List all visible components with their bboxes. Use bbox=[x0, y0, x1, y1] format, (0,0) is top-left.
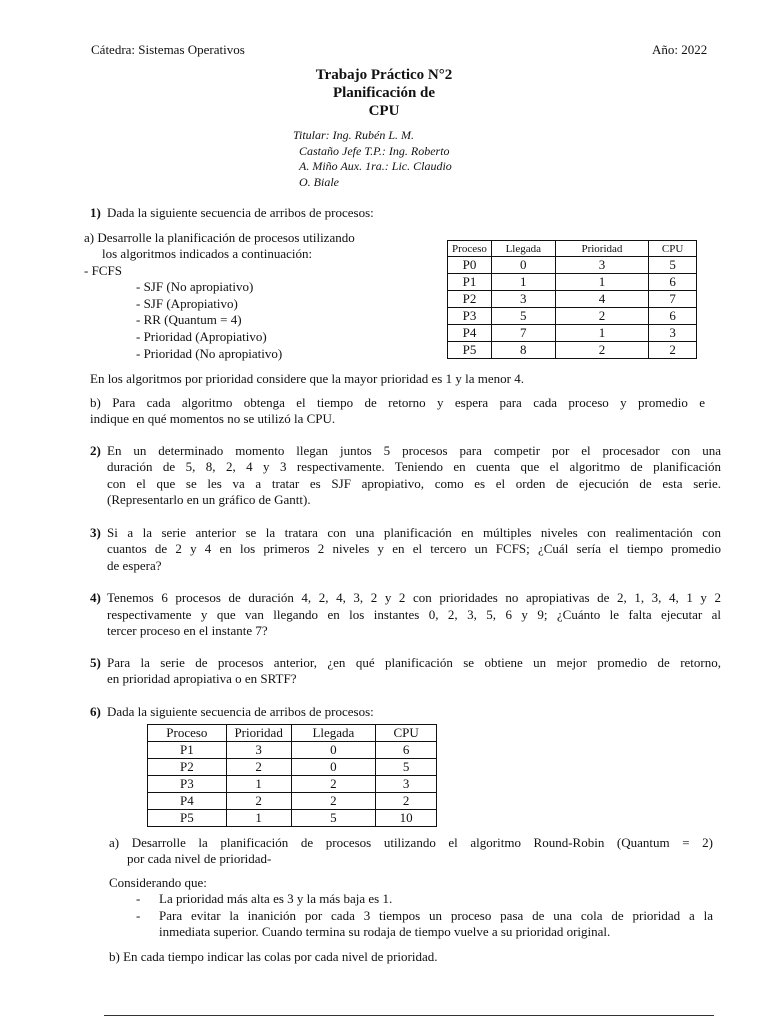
table-cell: 3 bbox=[491, 291, 555, 308]
q2-line: (Representarlo en un gráfico de Gantt). bbox=[107, 492, 311, 507]
q3-line: cuantos de 2 y 4 en los primeros 2 niveles y en el tercero un FCFS; ¿Cuál sería el tiempo promedio bbox=[107, 541, 721, 556]
q2-line: duración de 5, 8, 2, 4 y 3 respectivamente. Teniendo en cuenta que el algoritmo de planificación bbox=[107, 459, 721, 474]
column-header: Prioridad bbox=[555, 241, 649, 257]
column-header: CPU bbox=[649, 241, 697, 257]
q5-number: 5) bbox=[90, 655, 101, 670]
footer-divider bbox=[104, 1015, 714, 1016]
table-cell: 2 bbox=[555, 342, 649, 359]
table-cell: 1 bbox=[555, 325, 649, 342]
staff-line-1: Titular: Ing. Rubén L. M. bbox=[293, 128, 415, 142]
q4-line: tercer proceso en el instante 7? bbox=[107, 623, 268, 638]
column-header: Llegada bbox=[491, 241, 555, 257]
q6-bullet: La prioridad más alta es 3 y la más baja es 1. bbox=[159, 891, 393, 906]
q6-b-line: b) En cada tiempo indicar las colas por cada nivel de prioridad. bbox=[109, 949, 438, 964]
q6-considering: Considerando que: bbox=[109, 875, 207, 890]
staff-line-4: O. Biale bbox=[299, 175, 339, 189]
header-year: Año: 2022 bbox=[652, 42, 708, 57]
table-cell: 2 bbox=[649, 342, 697, 359]
table-cell: 2 bbox=[226, 793, 291, 810]
table-cell: 5 bbox=[376, 759, 437, 776]
table-cell: P2 bbox=[148, 759, 227, 776]
q6-a-line-1: a) Desarrolle la planificación de procesos utilizando el algoritmo Round-Robin (Quantum = 2) bbox=[109, 835, 713, 850]
table-cell: 5 bbox=[491, 308, 555, 325]
q5-line: en prioridad apropiativa o en SRTF? bbox=[107, 671, 297, 686]
table-cell: P5 bbox=[448, 342, 492, 359]
table-cell: 6 bbox=[649, 274, 697, 291]
table-row bbox=[448, 291, 697, 308]
table-cell: P3 bbox=[148, 776, 227, 793]
table-cell: 3 bbox=[649, 325, 697, 342]
table-header-row bbox=[448, 241, 697, 257]
table-cell: 6 bbox=[649, 308, 697, 325]
table-cell: 7 bbox=[491, 325, 555, 342]
q6-bullet-mark: - bbox=[136, 891, 141, 906]
table-cell: 8 bbox=[491, 342, 555, 359]
table-row bbox=[148, 776, 437, 793]
q6-bullet: inmediata superior. Cuando termina su rodaja de tiempo vuelve a su prioridad original. bbox=[159, 924, 611, 939]
q1-b-line-2: indique en qué momentos no se utilizó la CPU. bbox=[90, 411, 336, 426]
q3-line: Si a la serie anterior se la tratara con una planificación en múltiples niveles con realimentación con bbox=[107, 525, 721, 540]
q6-process-table bbox=[147, 724, 437, 827]
table-cell: P4 bbox=[448, 325, 492, 342]
table-row bbox=[448, 308, 697, 325]
q4-line: respectivamente y que van llegando en los instantes 0, 2, 3, 5, 6 y 9; ¿Cuánto le falta ejecutar al bbox=[107, 607, 721, 622]
table-cell: 1 bbox=[226, 810, 291, 827]
column-header: Prioridad bbox=[226, 725, 291, 742]
table-row bbox=[148, 759, 437, 776]
table-row bbox=[148, 810, 437, 827]
q1-number: 1) bbox=[90, 205, 101, 220]
q1-priority-note: En los algoritmos por prioridad considere que la mayor prioridad es 1 y la menor 4. bbox=[90, 371, 524, 386]
title-line-2: Planificación de bbox=[332, 85, 436, 101]
table-row bbox=[448, 342, 697, 359]
table-cell: 2 bbox=[291, 776, 376, 793]
table-cell: 10 bbox=[376, 810, 437, 827]
q3-number: 3) bbox=[90, 525, 101, 540]
q1-algorithm: - FCFS bbox=[84, 263, 122, 278]
table-cell: 2 bbox=[291, 793, 376, 810]
q2-line: En un determinado momento llegan juntos 5 procesos para competir por el procesador con una bbox=[107, 443, 721, 458]
table-cell: 1 bbox=[226, 776, 291, 793]
table-cell: 3 bbox=[226, 742, 291, 759]
table-cell: 7 bbox=[649, 291, 697, 308]
table-cell: 2 bbox=[226, 759, 291, 776]
q6-text: Dada la siguiente secuencia de arribos de procesos: bbox=[107, 704, 374, 719]
q1-algorithm: - RR (Quantum = 4) bbox=[136, 312, 242, 327]
q5-line: Para la serie de procesos anterior, ¿en qué planificación se obtiene un mejor promedio de retorno, bbox=[107, 655, 721, 670]
table-cell: 6 bbox=[376, 742, 437, 759]
column-header: Proceso bbox=[148, 725, 227, 742]
q1-algorithm: - Prioridad (No apropiativo) bbox=[136, 346, 283, 361]
q4-line: Tenemos 6 procesos de duración 4, 2, 4, 3, 2 y 2 con prioridades no apropiativas de 2, 1, 3, 4, 1 y 2 bbox=[107, 590, 721, 605]
table-header-row bbox=[148, 725, 437, 742]
title-line-1: Trabajo Práctico N°2 bbox=[315, 67, 453, 83]
table-cell: 0 bbox=[491, 257, 555, 274]
table-cell: 4 bbox=[555, 291, 649, 308]
q1-a-line-1: a) Desarrolle la planificación de procesos utilizando bbox=[84, 230, 355, 245]
table-cell: P5 bbox=[148, 810, 227, 827]
q1-b-line-1: b) Para cada algoritmo obtenga el tiempo de retorno y espera para cada proceso y promedio e bbox=[90, 395, 705, 410]
table-cell: 2 bbox=[376, 793, 437, 810]
q2-number: 2) bbox=[90, 443, 101, 458]
q1-algorithm: - Prioridad (Apropiativo) bbox=[136, 329, 267, 344]
table-cell: P3 bbox=[448, 308, 492, 325]
table-row bbox=[448, 274, 697, 291]
table-cell: 1 bbox=[555, 274, 649, 291]
q6-bullet: Para evitar la inanición por cada 3 tiempos un proceso pasa de una cola de prioridad a la bbox=[159, 908, 713, 923]
column-header: Proceso bbox=[448, 241, 492, 257]
table-cell: P1 bbox=[148, 742, 227, 759]
table-cell: P2 bbox=[448, 291, 492, 308]
table-cell: 2 bbox=[555, 308, 649, 325]
table-row bbox=[448, 325, 697, 342]
q1-text: Dada la siguiente secuencia de arribos de procesos: bbox=[107, 205, 374, 220]
table-row bbox=[448, 257, 697, 274]
q1-a-line-2: los algoritmos indicados a continuación: bbox=[102, 246, 313, 261]
table-cell: 0 bbox=[291, 759, 376, 776]
table-row bbox=[148, 742, 437, 759]
staff-line-3: A. Miño Aux. 1ra.: Lic. Claudio bbox=[299, 159, 452, 173]
table-cell: 5 bbox=[291, 810, 376, 827]
table-cell: 3 bbox=[555, 257, 649, 274]
table-cell: P0 bbox=[448, 257, 492, 274]
table-row bbox=[148, 793, 437, 810]
q1-algorithm: - SJF (No apropiativo) bbox=[136, 279, 254, 294]
table-cell: 3 bbox=[376, 776, 437, 793]
table-cell: P4 bbox=[148, 793, 227, 810]
q6-a-line-2: por cada nivel de prioridad- bbox=[127, 851, 272, 866]
column-header: Llegada bbox=[291, 725, 376, 742]
title-line-3: CPU bbox=[368, 103, 400, 119]
staff-line-2: Castaño Jefe T.P.: Ing. Roberto bbox=[299, 144, 450, 158]
table-cell: 1 bbox=[491, 274, 555, 291]
q6-number: 6) bbox=[90, 704, 101, 719]
q2-line: con el que se les va a tratar es SJF apropiativo, como es el orden de ejecución de esta serie. bbox=[107, 476, 721, 491]
table-cell: 5 bbox=[649, 257, 697, 274]
q1-algorithm: - SJF (Apropiativo) bbox=[136, 296, 238, 311]
table-cell: 0 bbox=[291, 742, 376, 759]
q4-number: 4) bbox=[90, 590, 101, 605]
header-course: Cátedra: Sistemas Operativos bbox=[91, 42, 245, 57]
q6-bullet-mark: - bbox=[136, 908, 141, 923]
q1-process-table bbox=[447, 240, 697, 359]
q3-line: de espera? bbox=[107, 558, 162, 573]
column-header: CPU bbox=[376, 725, 437, 742]
table-cell: P1 bbox=[448, 274, 492, 291]
